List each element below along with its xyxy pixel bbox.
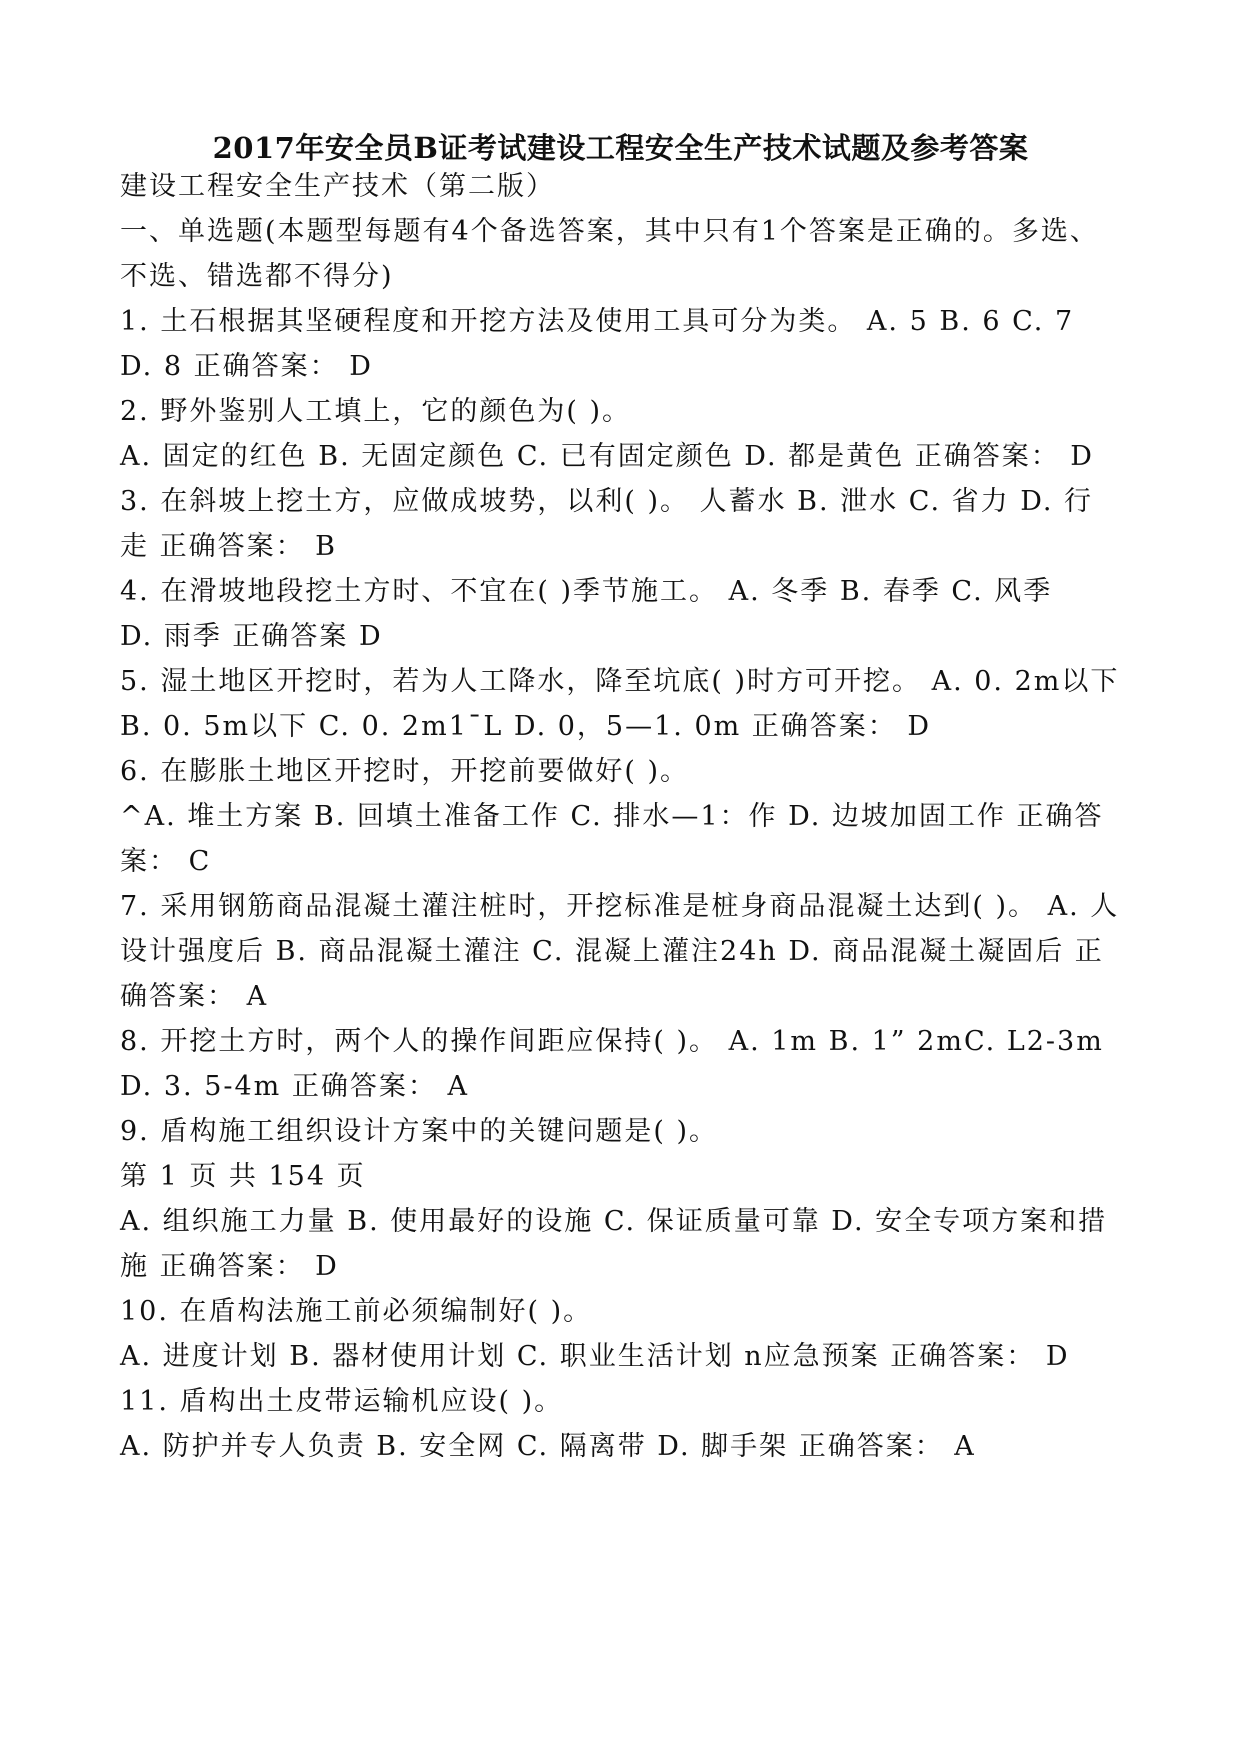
question-line: 施 正确答案： D [120,1251,339,1282]
question-line: 2. 野外鉴别人工填上，它的颜色为( )。 [120,396,631,427]
question-line: A. 进度计划 B. 器材使用计划 C. 职业生活计划 n应急预案 正确答案： D [120,1341,1070,1372]
question-line: 11. 盾构出土皮带运输机应设( )。 [120,1386,564,1417]
question-line: D. 3. 5-4m 正确答案： A [120,1071,469,1102]
question-line: 10. 在盾构法施工前必须编制好( )。 [120,1296,593,1327]
question-line: 6. 在膨胀土地区开挖时，开挖前要做好( )。 [120,756,689,787]
question-line: 4. 在滑坡地段挖土方时、不宜在( )季节施工。 A. 冬季 B. 春季 C. 风季 [120,576,1053,607]
question-line: 案： C [120,846,212,877]
question-line: A. 组织施工力量 B. 使用最好的设施 C. 保证质量可靠 D. 安全专项方案和措 [120,1206,1108,1237]
question-line: A. 固定的红色 B. 无固定颜色 C. 已有固定颜色 D. 都是黄色 正确答案： D [120,441,1094,472]
question-line: 9. 盾构施工组织设计方案中的关键问题是( )。 [120,1116,718,1147]
question-line: D. 8 正确答案： D [120,351,373,382]
section-heading-line: 不选、错选都不得分) [120,261,394,292]
subtitle-line: 建设工程安全生产技术（第二版） [120,171,555,202]
question-line: 1. 土石根据其坚硬程度和开挖方法及使用工具可分为类。 A. 5 B. 6 C. 7 [120,306,1075,337]
document-title: 2017年安全员B证考试建设工程安全生产技术试题及参考答案 [212,131,1029,165]
question-line: 确答案： A [120,981,269,1012]
question-line: ^A. 堆土方案 B. 回填土准备工作 C. 排水—1：作 D. 边坡加固工作 正确答 [120,801,1104,832]
question-line: 走 正确答案： B [120,531,338,562]
question-line: D. 雨季 正确答案 D [120,621,383,652]
section-heading-line: 一、单选题(本题型每题有4个备选答案，其中只有1个答案是正确的。多选、 [120,216,1099,247]
question-line: 7. 采用钢筋商品混凝土灌注桩时，开挖标准是桩身商品混凝土达到( )。 A. 人 [120,891,1120,922]
question-line: 3. 在斜坡上挖土方，应做成坡势，以利( )。 人蓄水 B. 泄水 C. 省力 D. 行 [120,486,1094,517]
question-line: 8. 开挖土方时，两个人的操作间距应保持( )。 A. 1m B. 1” 2mC. L2-3m [120,1026,1104,1057]
question-line: A. 防护并专人负责 B. 安全网 C. 隔离带 D. 脚手架 正确答案： A [120,1431,976,1462]
question-line: 设计强度后 B. 商品混凝土灌注 C. 混凝上灌注24h D. 商品混凝土凝固后 正 [120,936,1104,967]
question-line: 5. 湿土地区开挖时，若为人工降水，降至坑底( )时方可开挖。 A. 0. 2m以下 [120,666,1120,697]
page-counter: 第 1 页 共 154 页 [120,1161,366,1192]
question-line: B. 0. 5m以下 C. 0. 2m1¯L D. 0，5—1. 0m 正确答案： D [120,711,932,742]
